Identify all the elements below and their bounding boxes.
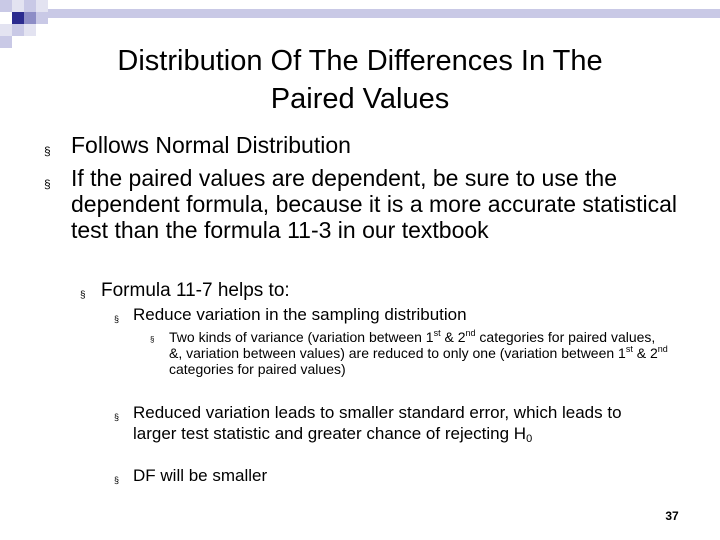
bullet-two-kinds-variance (150, 329, 670, 377)
bullet-text: Follows Normal Distribution (71, 132, 351, 158)
bullet-marker: § (114, 314, 120, 324)
text-run: Reduced variation leads to smaller standard error, which leads to larger test statistic and greater chance of rejecting H (133, 403, 622, 443)
text-run: & 2 (632, 345, 658, 361)
superscript: st (433, 328, 441, 338)
superscript: nd (465, 328, 476, 338)
title-line-2: Paired Values (270, 83, 450, 115)
text-run: categories for paired values, &, variation between values) are reduced to only one (variation between 1 (169, 329, 656, 361)
bullet-marker: § (44, 144, 51, 158)
bullet-text (133, 402, 664, 444)
superscript: nd (657, 344, 668, 354)
subscript: 0 (526, 433, 533, 445)
bullet-marker: § (44, 177, 51, 191)
bullet-dependent-formula (44, 165, 684, 243)
bullet-text: Formula 11-7 helps to: (101, 280, 290, 301)
text-run: Two kinds of variance (variation between 1 (169, 329, 434, 345)
bullet-formula-11-7 (80, 280, 670, 302)
bullet-df-smaller (114, 465, 664, 486)
bullet-text: DF will be smaller (133, 466, 268, 485)
title-line-1: Distribution Of The Differences In The (117, 45, 603, 77)
bullet-marker: § (80, 290, 86, 301)
bullet-marker: § (150, 335, 155, 344)
bullet-reduced-variation-se (114, 402, 664, 444)
bullet-text: If the paired values are dependent, be sure to use the dependent formula, because it is a more accurate statistical test than the formula 11-3 in our textbook (71, 165, 677, 243)
bullet-marker: § (114, 475, 120, 485)
bullet-follows-normal (44, 132, 684, 158)
bullet-marker: § (114, 412, 120, 422)
bullet-text: Reduce variation in the sampling distribution (133, 305, 467, 324)
bullet-text (169, 329, 670, 377)
text-run: & 2 (440, 329, 466, 345)
superscript: st (625, 344, 633, 354)
bullet-reduce-variation (114, 304, 664, 325)
text-run: categories for paired values) (169, 361, 346, 377)
page-number: 37 (665, 509, 679, 523)
